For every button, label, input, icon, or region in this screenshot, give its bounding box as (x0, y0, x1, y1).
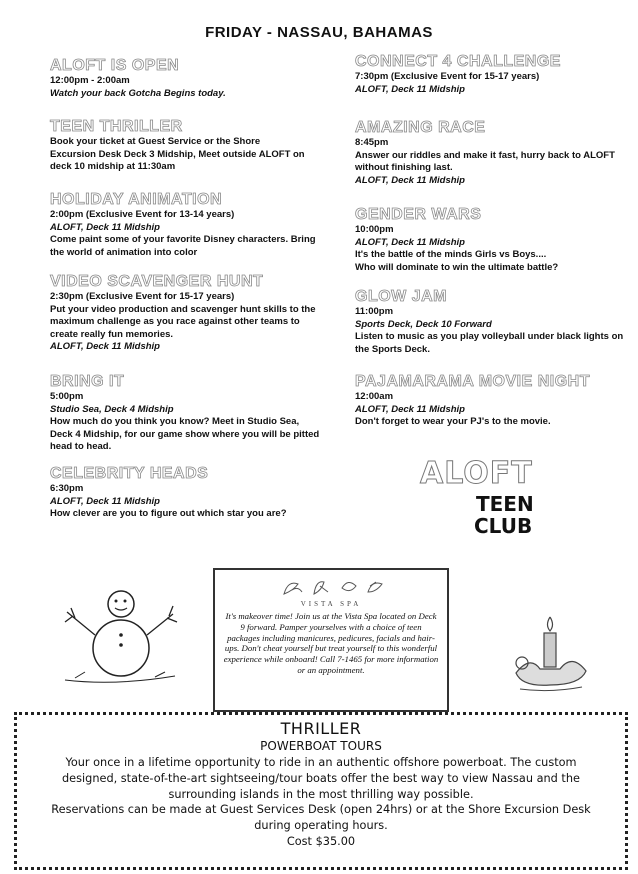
event-title: CELEBRITY HEADS (50, 465, 209, 482)
event-gender-wars (355, 206, 635, 274)
spa-ornament-icon (276, 576, 386, 598)
snowman-icon (55, 580, 185, 690)
event-desc: Answer our riddles and make it fast, hurry back to ALOFT (355, 149, 615, 161)
event-desc: Deck 4 Midship, for our game show where you will be pitted (50, 428, 320, 440)
event-desc: maximum challenge as you race against other teams to (50, 316, 300, 327)
event-desc: Listen to music as you play volleyball under black lights on (355, 331, 624, 342)
event-title: VIDEO SCAVENGER HUNT (50, 273, 264, 290)
event-time: 12:00am (355, 391, 394, 402)
event-desc: How clever are you to figure out which star you are? (50, 508, 287, 519)
candle-icon (510, 615, 590, 695)
event-title: ALOFT IS OPEN (50, 57, 180, 74)
event-connect-4 (355, 53, 635, 96)
event-time: 6:30pm (50, 483, 84, 494)
event-desc: How much do you think you know? Meet in Studio Sea, (50, 416, 300, 427)
event-desc: create really fun memories. (50, 328, 174, 340)
event-time (50, 209, 350, 222)
thriller-ad (14, 712, 628, 870)
spa-call-text: Call 7-1465 for more information or an appointment. (297, 654, 439, 675)
spa-description (215, 608, 447, 676)
spa-name: VISTA SPA (300, 600, 362, 608)
event-desc: Book your ticket at Guest Service or the Shore (50, 136, 261, 147)
thriller-line: Reservations can be made at Guest Services Desk (open 24hrs) or at the Shore Excursion Desk (51, 803, 591, 817)
event-celebrity-heads (50, 465, 350, 521)
event-location: ALOFT, Deck 11 Midship (355, 83, 465, 95)
event-time-text: 2:00pm (Exclusive Event for 13-14 years) (50, 209, 235, 220)
logo-club: CLUB (474, 514, 533, 538)
event-time: 5:00pm (50, 391, 84, 402)
event-desc: Put your video production and scavenger hunt skills to the (50, 303, 316, 315)
event-title: HOLIDAY ANIMATION (50, 191, 223, 208)
event-time: 8:45pm (355, 137, 389, 148)
thriller-body (14, 753, 628, 850)
event-desc: Come paint some of your favorite Disney characters. Bring (50, 234, 316, 245)
logo-aloft: ALOFT (420, 456, 533, 491)
event-time: 12:00pm - 2:00am (50, 75, 130, 86)
aloft-teen-club-logo (418, 456, 548, 546)
thriller-line: during operating hours. (254, 819, 388, 833)
event-location: ALOFT, Deck 11 Midship (50, 221, 160, 233)
thriller-cost: Cost $35.00 (286, 834, 356, 848)
vista-spa-box (213, 568, 449, 712)
event-time: 11:00pm (355, 306, 394, 317)
event-time: 10:00pm (355, 224, 394, 235)
event-location: ALOFT, Deck 11 Midship (50, 341, 160, 352)
event-teen-thriller (50, 118, 350, 174)
event-time: 7:30pm (Exclusive Event for 15-17 years) (355, 71, 540, 82)
event-location: ALOFT, Deck 11 Midship (50, 495, 160, 507)
event-location: ALOFT, Deck 11 Midship (355, 236, 465, 248)
thriller-title: THRILLER (280, 719, 362, 738)
spa-icons (215, 576, 447, 598)
thriller-line: designed, state-of-the-art sightseeing/tour boats offer the best way to view Nassau and the (62, 771, 580, 785)
event-time: 2:30pm (Exclusive Event for 15-17 years) (50, 291, 235, 302)
thriller-subtitle: POWERBOAT TOURS (260, 739, 382, 753)
event-location: Studio Sea, Deck 4 Midship (50, 403, 174, 415)
event-desc: deck 10 midship at 11:30am (50, 161, 176, 172)
thriller-line: surrounding islands in the most thrilling way possible. (168, 787, 474, 801)
event-bring-it (50, 373, 350, 454)
event-desc: Excursion Desk Deck 3 Midship, Meet outside ALOFT on (50, 148, 305, 160)
spa-body-text: It's makeover time! Join us at the Vista Spa located on Deck 9 forward. Pamper yourselves with a choice of teen packages including manicures, pedicures, facials and hair-ups. Don't cheat yourself but treat yourself to this wonderful experience while onboard! (223, 611, 438, 665)
page-title: FRIDAY - NASSAU, BAHAMAS (205, 24, 433, 41)
event-title: GENDER WARS (355, 206, 482, 223)
event-desc: the world of animation into color (50, 246, 198, 258)
event-title: AMAZING RACE (355, 119, 486, 136)
event-desc: Who will dominate to win the ultimate battle? (355, 261, 559, 273)
event-location: ALOFT, Deck 11 Midship (355, 403, 465, 415)
event-aloft-open (50, 57, 350, 100)
event-desc: Watch your back Gotcha Begins today. (50, 87, 226, 99)
event-amazing-race (355, 119, 635, 187)
event-holiday-animation (50, 191, 350, 259)
event-title: BRING IT (50, 373, 125, 390)
thriller-line: Your once in a lifetime opportunity to ride in an authentic offshore powerboat. The custom (65, 756, 577, 769)
event-location: Sports Deck, Deck 10 Forward (355, 318, 492, 330)
event-glow-jam (355, 288, 635, 356)
event-desc: It's the battle of the minds Girls vs Boys.... (355, 249, 547, 260)
event-location: ALOFT, Deck 11 Midship (355, 174, 465, 186)
event-pajamarama (355, 373, 635, 429)
event-video-scavenger-hunt (50, 273, 350, 354)
event-desc: without finishing last. (355, 162, 453, 173)
logo-teen: TEEN (476, 492, 534, 516)
event-desc: head to head. (50, 441, 112, 452)
event-title: CONNECT 4 CHALLENGE (355, 53, 561, 70)
event-title: PAJAMARAMA MOVIE NIGHT (355, 373, 590, 390)
event-title: TEEN THRILLER (50, 118, 183, 135)
event-desc: the Sports Deck. (355, 343, 430, 355)
event-desc: Don't forget to wear your PJ's to the movie. (355, 416, 551, 427)
event-title: GLOW JAM (355, 288, 447, 305)
